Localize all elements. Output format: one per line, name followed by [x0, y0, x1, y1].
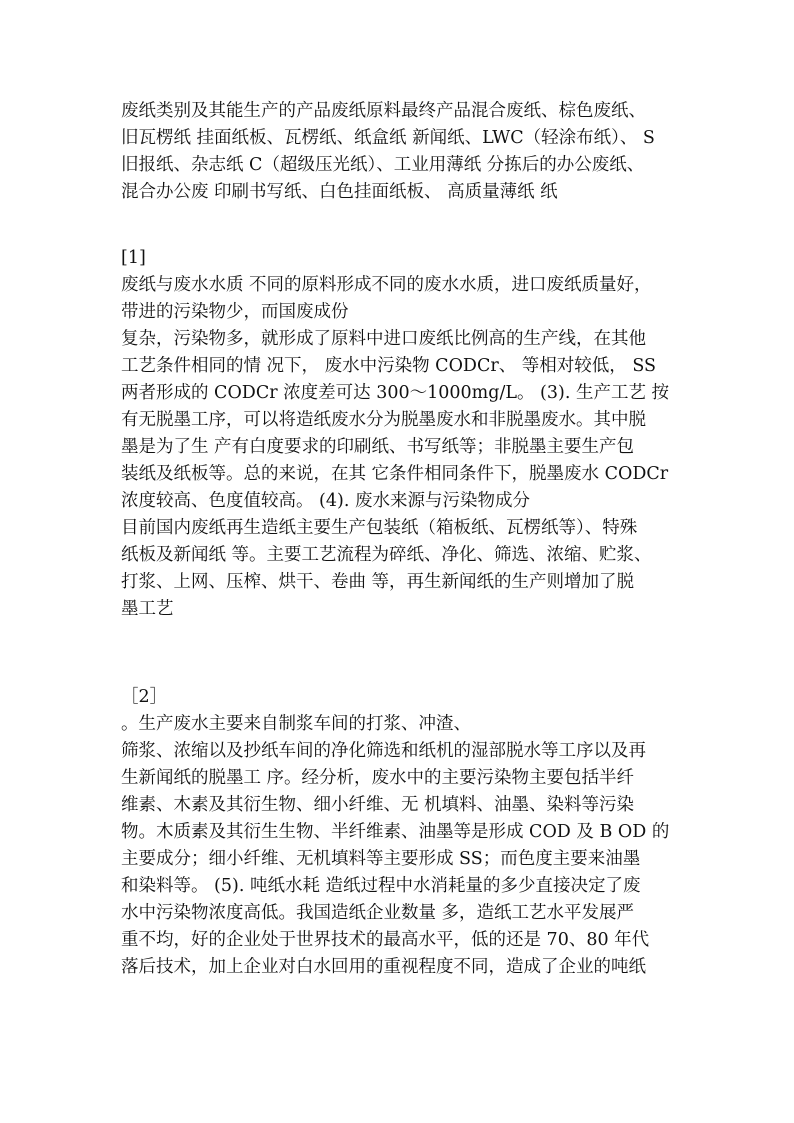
text-line: 重不均，好的企业处于世界技术的最高水平，低的还是 70、80 年代 [121, 930, 650, 950]
text-line: 旧报纸、杂志纸 C（超级压光纸）、工业用薄纸 分拣后的办公废纸、 [121, 155, 645, 175]
text-line: 复杂，污染物多，就形成了原料中进口废纸比例高的生产线，在其他 [121, 329, 646, 349]
text-line: 打浆、上网、压榨、烘干、卷曲 等，再生新闻纸的生产则增加了脱 [121, 572, 635, 592]
paragraph-wastewater-quality [121, 245, 681, 623]
paragraph-waste-paper-categories [121, 98, 681, 206]
text-line: 落后技术，加上企业对白水回用的重视程度不同，造成了企业的吨纸 [121, 957, 646, 977]
text-line: 生新闻纸的脱墨工 序。经分析，废水中的主要污染物主要包括半纤 [121, 768, 635, 788]
text-line: 有无脱墨工序，可以将造纸废水分为脱墨废水和非脱墨废水。其中脱 [121, 410, 646, 430]
text-line: 主要成分；细小纤维、无机填料等主要形成 SS；而色度主要来油墨 [121, 849, 641, 869]
text-line: 工艺条件相同的情 况下， 废水中污染物 CODCr、 等相对较低， SS [121, 356, 657, 376]
text-line: 物。木质素及其衍生生物、半纤维素、油墨等是形成 COD 及 B OD 的 [121, 822, 670, 842]
text-line: 。生产废水主要来自制浆车间的打浆、冲渣、 [121, 714, 471, 734]
text-line: 带进的污染物少，而国废成份 [121, 302, 349, 322]
text-line: 两者形成的 CODCr 浓度差可达 300～1000mg/L。 (3). 生产工艺 按 [121, 383, 670, 403]
text-line: 墨是为了生 产有白度要求的印刷纸、书写纸等；非脱墨主要生产包 [121, 437, 635, 457]
text-line: 混合办公废 印刷书写纸、白色挂面纸板、 高质量薄纸 纸 [121, 182, 558, 202]
text-line: 废纸类别及其能生产的产品废纸原料最终产品混合废纸、棕色废纸、 [121, 101, 646, 121]
reference-marker: [1] [121, 248, 146, 268]
text-line: 纸板及新闻纸 等。主要工艺流程为碎纸、净化、筛选、浓缩、贮浆、 [121, 545, 652, 565]
text-line: 维素、木素及其衍生物、细小纤维、无 机填料、油墨、染料等污染 [121, 795, 635, 815]
paragraph-wastewater-sources [121, 684, 681, 981]
text-line: 和染料等。 (5). 吨纸水耗 造纸过程中水消耗量的多少直接决定了废 [121, 876, 641, 896]
text-line: 墨工艺 [121, 599, 174, 619]
text-line: 废纸与废水水质 不同的原料形成不同的废水水质，进口废纸质量好， [121, 275, 652, 295]
text-line: 旧瓦楞纸 挂面纸板、瓦楞纸、纸盒纸 新闻纸、LWC（轻涂布纸）、 S [121, 128, 655, 148]
text-line: 筛浆、浓缩以及抄纸车间的净化筛选和纸机的湿部脱水等工序以及再 [121, 741, 646, 761]
reference-marker: ［2］ [121, 687, 168, 707]
text-line: 目前国内废纸再生造纸主要生产包装纸（箱板纸、瓦楞纸等）、特殊 [121, 518, 638, 538]
text-line: 水中污染物浓度高低。我国造纸企业数量 多，造纸工艺水平发展严 [121, 903, 635, 923]
text-line: 浓度较高、色度值较高。 (4). 废水来源与污染物成分 [121, 491, 530, 511]
text-line: 装纸及纸板等。总的来说，在其 它条件相同条件下，脱墨废水 CODCr [121, 464, 669, 484]
